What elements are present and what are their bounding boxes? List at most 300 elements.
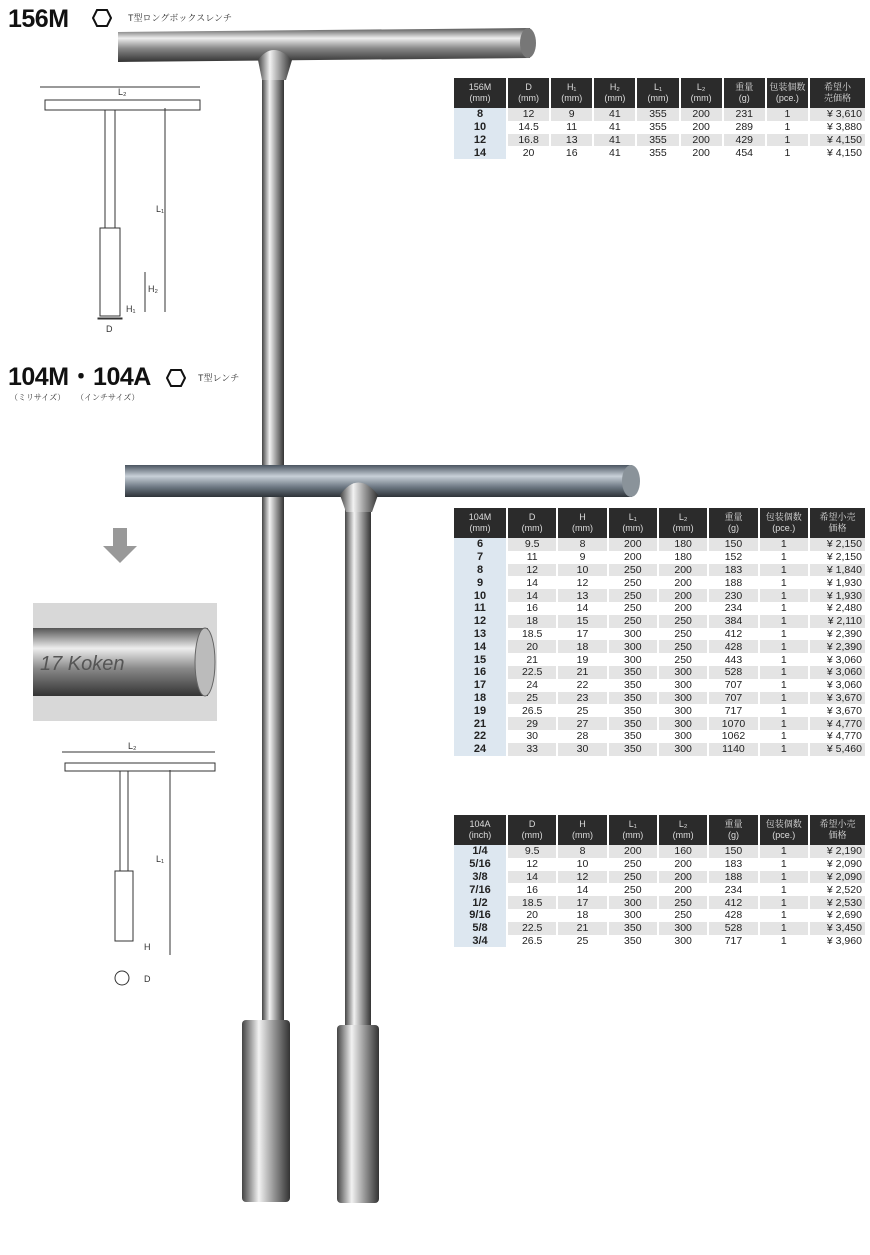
table-cell: 14 <box>507 589 557 602</box>
table-cell: 1 <box>766 121 809 134</box>
table-cell: ¥ 2,690 <box>809 909 865 922</box>
table-cell: 22.5 <box>507 666 557 679</box>
size-cell: 7/16 <box>453 883 507 896</box>
table-cell: ¥ 2,190 <box>809 845 865 858</box>
table-row <box>453 121 865 134</box>
table-cell: 350 <box>608 922 658 935</box>
column-header: 156M (mm) <box>453 78 507 108</box>
label-l1: L₁ <box>156 854 165 864</box>
table-row <box>453 909 865 922</box>
table-cell: 14 <box>507 576 557 589</box>
table-cell: 528 <box>708 666 758 679</box>
table-cell: 1 <box>759 858 809 871</box>
table-cell: 200 <box>608 551 658 564</box>
table-cell: 1 <box>759 743 809 756</box>
table-cell: 16 <box>550 146 593 159</box>
size-cell: 14 <box>453 146 507 159</box>
size-cell: 1/4 <box>453 845 507 858</box>
column-header: 104A (inch) <box>453 815 507 845</box>
table-cell: 200 <box>658 589 708 602</box>
table-cell: 250 <box>608 589 658 602</box>
table-cell: 300 <box>658 679 708 692</box>
column-header: 希望小 売価格 <box>809 78 865 108</box>
table-cell: 250 <box>658 640 708 653</box>
table-cell: 234 <box>708 883 758 896</box>
table-cell: 1 <box>759 909 809 922</box>
table-row <box>453 108 865 121</box>
table-cell: 234 <box>708 602 758 615</box>
column-header: 包装個数 (pce.) <box>766 78 809 108</box>
table-row <box>453 602 865 615</box>
table-cell: 300 <box>658 935 708 948</box>
size-cell: 21 <box>453 717 507 730</box>
table-cell: 18 <box>507 615 557 628</box>
table-cell: 355 <box>636 108 679 121</box>
model-title-156m: 156M <box>8 5 69 33</box>
table-cell: 250 <box>608 883 658 896</box>
table-cell: 188 <box>708 871 758 884</box>
table-cell: ¥ 4,150 <box>809 134 865 147</box>
table-cell: 250 <box>658 909 708 922</box>
table-cell: 355 <box>636 146 679 159</box>
table-cell: 429 <box>723 134 766 147</box>
spec-table-156m <box>452 78 865 159</box>
table-cell: ¥ 3,060 <box>809 666 865 679</box>
table-cell: 1070 <box>708 717 758 730</box>
column-header: L₂ (mm) <box>658 508 708 538</box>
table-cell: 250 <box>608 858 658 871</box>
table-row <box>453 896 865 909</box>
hexagon-icon <box>92 8 112 28</box>
table-cell: 350 <box>608 666 658 679</box>
table-cell: 152 <box>708 551 758 564</box>
table-cell: 355 <box>636 121 679 134</box>
table-cell: 200 <box>658 883 708 896</box>
table-cell: 300 <box>658 743 708 756</box>
table-cell: 300 <box>658 666 708 679</box>
table-cell: 21 <box>557 922 607 935</box>
table-cell: 19 <box>557 653 607 666</box>
table-cell: 9 <box>550 108 593 121</box>
table-cell: 9.5 <box>507 845 557 858</box>
table-cell: 21 <box>557 666 607 679</box>
column-header: L₁ (mm) <box>608 508 658 538</box>
table-cell: 41 <box>593 146 636 159</box>
table-cell: 528 <box>708 922 758 935</box>
table-cell: 250 <box>608 602 658 615</box>
table-cell: 200 <box>658 871 708 884</box>
column-header: H (mm) <box>557 815 607 845</box>
table-cell: 1 <box>759 564 809 577</box>
table-cell: 717 <box>708 704 758 717</box>
table-cell: 33 <box>507 743 557 756</box>
table-cell: 355 <box>636 134 679 147</box>
table-cell: 443 <box>708 653 758 666</box>
table-cell: 8 <box>557 845 607 858</box>
column-header: L₂ (mm) <box>658 815 708 845</box>
table-cell: 1 <box>759 628 809 641</box>
table-cell: ¥ 2,150 <box>809 551 865 564</box>
table-cell: 21 <box>507 653 557 666</box>
table-cell: 1 <box>759 922 809 935</box>
table-cell: 1 <box>759 666 809 679</box>
size-cell: 7 <box>453 551 507 564</box>
column-header: D (mm) <box>507 815 557 845</box>
table-cell: 300 <box>658 717 708 730</box>
size-cell: 3/8 <box>453 871 507 884</box>
label-l2: L₂ <box>128 741 137 751</box>
size-cell: 11 <box>453 602 507 615</box>
table-row <box>453 589 865 602</box>
table-row <box>453 653 865 666</box>
size-cell: 6 <box>453 538 507 551</box>
table-cell: 1 <box>759 551 809 564</box>
table-cell: ¥ 2,480 <box>809 602 865 615</box>
table-cell: 30 <box>507 730 557 743</box>
table-cell: 300 <box>608 628 658 641</box>
table-row <box>453 576 865 589</box>
header-row <box>453 78 865 108</box>
table-cell: ¥ 2,110 <box>809 615 865 628</box>
table-cell: ¥ 4,770 <box>809 730 865 743</box>
table-cell: 11 <box>550 121 593 134</box>
table-cell: ¥ 1,930 <box>809 576 865 589</box>
table-cell: 20 <box>507 909 557 922</box>
table-cell: 14 <box>557 602 607 615</box>
column-header: 重量 (g) <box>708 815 758 845</box>
table-cell: 14.5 <box>507 121 550 134</box>
table-cell: ¥ 4,770 <box>809 717 865 730</box>
table-cell: 1 <box>759 935 809 948</box>
size-cell: 9 <box>453 576 507 589</box>
table-cell: ¥ 3,880 <box>809 121 865 134</box>
table-cell: ¥ 3,610 <box>809 108 865 121</box>
table-row <box>453 743 865 756</box>
size-cell: 15 <box>453 653 507 666</box>
table-cell: 14 <box>557 883 607 896</box>
table-cell: 1 <box>759 538 809 551</box>
table-cell: 12 <box>507 858 557 871</box>
table-cell: 350 <box>608 743 658 756</box>
table-cell: 150 <box>708 845 758 858</box>
table-cell: 250 <box>608 576 658 589</box>
table-cell: ¥ 5,460 <box>809 743 865 756</box>
table-cell: 16 <box>507 602 557 615</box>
hexagon-icon <box>166 368 186 388</box>
table-row <box>453 134 865 147</box>
table-cell: 27 <box>557 717 607 730</box>
table-row <box>453 922 865 935</box>
table-cell: ¥ 2,390 <box>809 640 865 653</box>
table-cell: 41 <box>593 134 636 147</box>
table-cell: 18.5 <box>507 896 557 909</box>
table-cell: ¥ 3,060 <box>809 679 865 692</box>
engraving-closeup <box>33 603 217 721</box>
table-cell: 16 <box>507 883 557 896</box>
model-title-104: 104M・104A <box>8 363 151 391</box>
table-cell: 250 <box>608 871 658 884</box>
table-cell: 412 <box>708 896 758 909</box>
table-cell: 26.5 <box>507 704 557 717</box>
diagram-156m <box>40 87 200 334</box>
table-cell: 25 <box>507 692 557 705</box>
table-cell: 13 <box>550 134 593 147</box>
table-cell: 25 <box>557 935 607 948</box>
table-cell: ¥ 2,530 <box>809 896 865 909</box>
table-cell: 707 <box>708 692 758 705</box>
label-h: H <box>144 942 151 952</box>
table-cell: 18 <box>557 909 607 922</box>
table-cell: 12 <box>507 564 557 577</box>
size-cell: 9/16 <box>453 909 507 922</box>
column-header: 重量 (g) <box>708 508 758 538</box>
size-cell: 13 <box>453 628 507 641</box>
table-cell: 350 <box>608 935 658 948</box>
table-cell: 1 <box>759 883 809 896</box>
table-cell: 717 <box>708 935 758 948</box>
table-cell: 9 <box>557 551 607 564</box>
table-cell: 1 <box>759 704 809 717</box>
column-header: L₂ (mm) <box>680 78 723 108</box>
table-cell: 200 <box>680 146 723 159</box>
table-cell: 16.8 <box>507 134 550 147</box>
table-cell: 250 <box>658 653 708 666</box>
size-cell: 5/16 <box>453 858 507 871</box>
table-cell: 183 <box>708 564 758 577</box>
table-cell: 22 <box>557 679 607 692</box>
inch-size-note: （インチサイズ） <box>76 393 140 402</box>
table-cell: 22.5 <box>507 922 557 935</box>
table-cell: 300 <box>608 653 658 666</box>
table-cell: 200 <box>680 134 723 147</box>
size-cell: 19 <box>453 704 507 717</box>
column-header: 包装個数 (pce.) <box>759 815 809 845</box>
table-cell: 350 <box>608 692 658 705</box>
table-cell: 428 <box>708 909 758 922</box>
label-d: D <box>144 974 151 984</box>
table-cell: 1 <box>759 692 809 705</box>
table-cell: 30 <box>557 743 607 756</box>
table-cell: 25 <box>557 704 607 717</box>
table-cell: 13 <box>557 589 607 602</box>
table-cell: 300 <box>608 909 658 922</box>
size-cell: 8 <box>453 108 507 121</box>
table-row <box>453 704 865 717</box>
column-header: L₁ (mm) <box>636 78 679 108</box>
table-cell: ¥ 2,520 <box>809 883 865 896</box>
table-cell: 8 <box>557 538 607 551</box>
table-cell: 9.5 <box>507 538 557 551</box>
table-row <box>453 615 865 628</box>
table-cell: 10 <box>557 858 607 871</box>
table-cell: ¥ 2,150 <box>809 538 865 551</box>
column-header: H₁ (mm) <box>550 78 593 108</box>
size-cell: 17 <box>453 679 507 692</box>
table-cell: 150 <box>708 538 758 551</box>
table-cell: 384 <box>708 615 758 628</box>
table-cell: ¥ 2,090 <box>809 858 865 871</box>
table-row <box>453 640 865 653</box>
table-cell: 707 <box>708 679 758 692</box>
table-cell: 200 <box>658 858 708 871</box>
table-cell: 160 <box>658 845 708 858</box>
table-cell: ¥ 1,930 <box>809 589 865 602</box>
table-cell: 231 <box>723 108 766 121</box>
column-header: 重量 (g) <box>723 78 766 108</box>
table-cell: 12 <box>507 108 550 121</box>
table-cell: ¥ 2,390 <box>809 628 865 641</box>
table-cell: 428 <box>708 640 758 653</box>
table-row <box>453 871 865 884</box>
label-l1: L₁ <box>156 204 165 214</box>
size-cell: 3/4 <box>453 935 507 948</box>
table-cell: ¥ 3,960 <box>809 935 865 948</box>
table-cell: 24 <box>507 679 557 692</box>
table-cell: 1 <box>759 730 809 743</box>
table-cell: ¥ 3,060 <box>809 653 865 666</box>
table-cell: 1 <box>759 871 809 884</box>
size-cell: 24 <box>453 743 507 756</box>
mm-size-note: （ミリサイズ） <box>10 393 66 402</box>
table-cell: 200 <box>608 845 658 858</box>
table-cell: 289 <box>723 121 766 134</box>
column-header: 包装個数 (pce.) <box>759 508 809 538</box>
table-row <box>453 883 865 896</box>
table-cell: 200 <box>658 576 708 589</box>
table-cell: 18 <box>557 640 607 653</box>
column-header: D (mm) <box>507 78 550 108</box>
size-cell: 10 <box>453 121 507 134</box>
table-cell: 300 <box>608 640 658 653</box>
table-row <box>453 666 865 679</box>
column-header: H (mm) <box>557 508 607 538</box>
table-cell: 183 <box>708 858 758 871</box>
table-cell: 14 <box>507 871 557 884</box>
table-cell: 1 <box>759 896 809 909</box>
table-cell: 1 <box>766 134 809 147</box>
size-cell: 12 <box>453 134 507 147</box>
table-cell: 300 <box>658 922 708 935</box>
table-cell: 300 <box>658 692 708 705</box>
table-cell: 200 <box>608 538 658 551</box>
table-cell: 200 <box>658 602 708 615</box>
table-cell: 12 <box>557 871 607 884</box>
table-cell: 1140 <box>708 743 758 756</box>
spec-table-104a <box>452 815 865 947</box>
table-cell: ¥ 4,150 <box>809 146 865 159</box>
table-cell: 350 <box>608 704 658 717</box>
header-row <box>453 815 865 845</box>
table-cell: 300 <box>658 730 708 743</box>
table-cell: 1 <box>759 589 809 602</box>
table-cell: 250 <box>658 628 708 641</box>
table-cell: ¥ 3,450 <box>809 922 865 935</box>
spec-table-104m <box>452 508 865 756</box>
size-cell: 18 <box>453 692 507 705</box>
table-row <box>453 845 865 858</box>
column-header: 希望小売 価格 <box>809 508 865 538</box>
table-cell: 41 <box>593 108 636 121</box>
size-cell: 10 <box>453 589 507 602</box>
table-row <box>453 935 865 948</box>
table-row <box>453 538 865 551</box>
column-header: 104M (mm) <box>453 508 507 538</box>
size-cell: 5/8 <box>453 922 507 935</box>
column-header: L₁ (mm) <box>608 815 658 845</box>
table-cell: 350 <box>608 730 658 743</box>
table-cell: 250 <box>658 615 708 628</box>
engraving-text: 17 Koken <box>40 653 125 675</box>
label-l2: L₂ <box>118 87 127 97</box>
table-cell: 1 <box>759 640 809 653</box>
table-cell: 180 <box>658 538 708 551</box>
table-cell: 29 <box>507 717 557 730</box>
table-cell: 230 <box>708 589 758 602</box>
column-header: D (mm) <box>507 508 557 538</box>
product-desc-104: T型レンチ <box>198 373 240 383</box>
table-cell: 200 <box>658 564 708 577</box>
table-cell: ¥ 1,840 <box>809 564 865 577</box>
table-cell: 18.5 <box>507 628 557 641</box>
column-header: 希望小売 価格 <box>809 815 865 845</box>
table-cell: 20 <box>507 640 557 653</box>
table-row <box>453 717 865 730</box>
table-cell: 1 <box>759 653 809 666</box>
size-cell: 1/2 <box>453 896 507 909</box>
label-h1: H₁ <box>126 304 136 314</box>
table-row <box>453 146 865 159</box>
table-cell: 1 <box>759 615 809 628</box>
table-row <box>453 679 865 692</box>
table-row <box>453 692 865 705</box>
table-row <box>453 564 865 577</box>
table-cell: 20 <box>507 146 550 159</box>
size-cell: 8 <box>453 564 507 577</box>
diagram-104m <box>62 741 215 985</box>
table-cell: 250 <box>608 615 658 628</box>
table-cell: 23 <box>557 692 607 705</box>
table-cell: 10 <box>557 564 607 577</box>
table-cell: 1 <box>759 576 809 589</box>
table-row <box>453 730 865 743</box>
label-d: D <box>106 324 113 334</box>
table-row <box>453 551 865 564</box>
header-row <box>453 508 865 538</box>
table-cell: ¥ 2,090 <box>809 871 865 884</box>
column-header: H₂ (mm) <box>593 78 636 108</box>
table-cell: 1 <box>759 602 809 615</box>
table-cell: 300 <box>608 896 658 909</box>
table-cell: 250 <box>658 896 708 909</box>
table-cell: 17 <box>557 628 607 641</box>
table-cell: 28 <box>557 730 607 743</box>
table-cell: 15 <box>557 615 607 628</box>
size-cell: 22 <box>453 730 507 743</box>
label-h2: H₂ <box>148 284 158 294</box>
table-cell: 412 <box>708 628 758 641</box>
product-desc-156m: T型ロングボックスレンチ <box>128 13 233 23</box>
table-cell: ¥ 3,670 <box>809 704 865 717</box>
table-cell: 180 <box>658 551 708 564</box>
down-arrow-icon <box>103 528 137 563</box>
table-cell: ¥ 3,670 <box>809 692 865 705</box>
table-cell: 200 <box>680 121 723 134</box>
table-cell: 1 <box>759 845 809 858</box>
table-cell: 1 <box>759 679 809 692</box>
size-cell: 12 <box>453 615 507 628</box>
table-cell: 12 <box>557 576 607 589</box>
table-cell: 1 <box>766 108 809 121</box>
